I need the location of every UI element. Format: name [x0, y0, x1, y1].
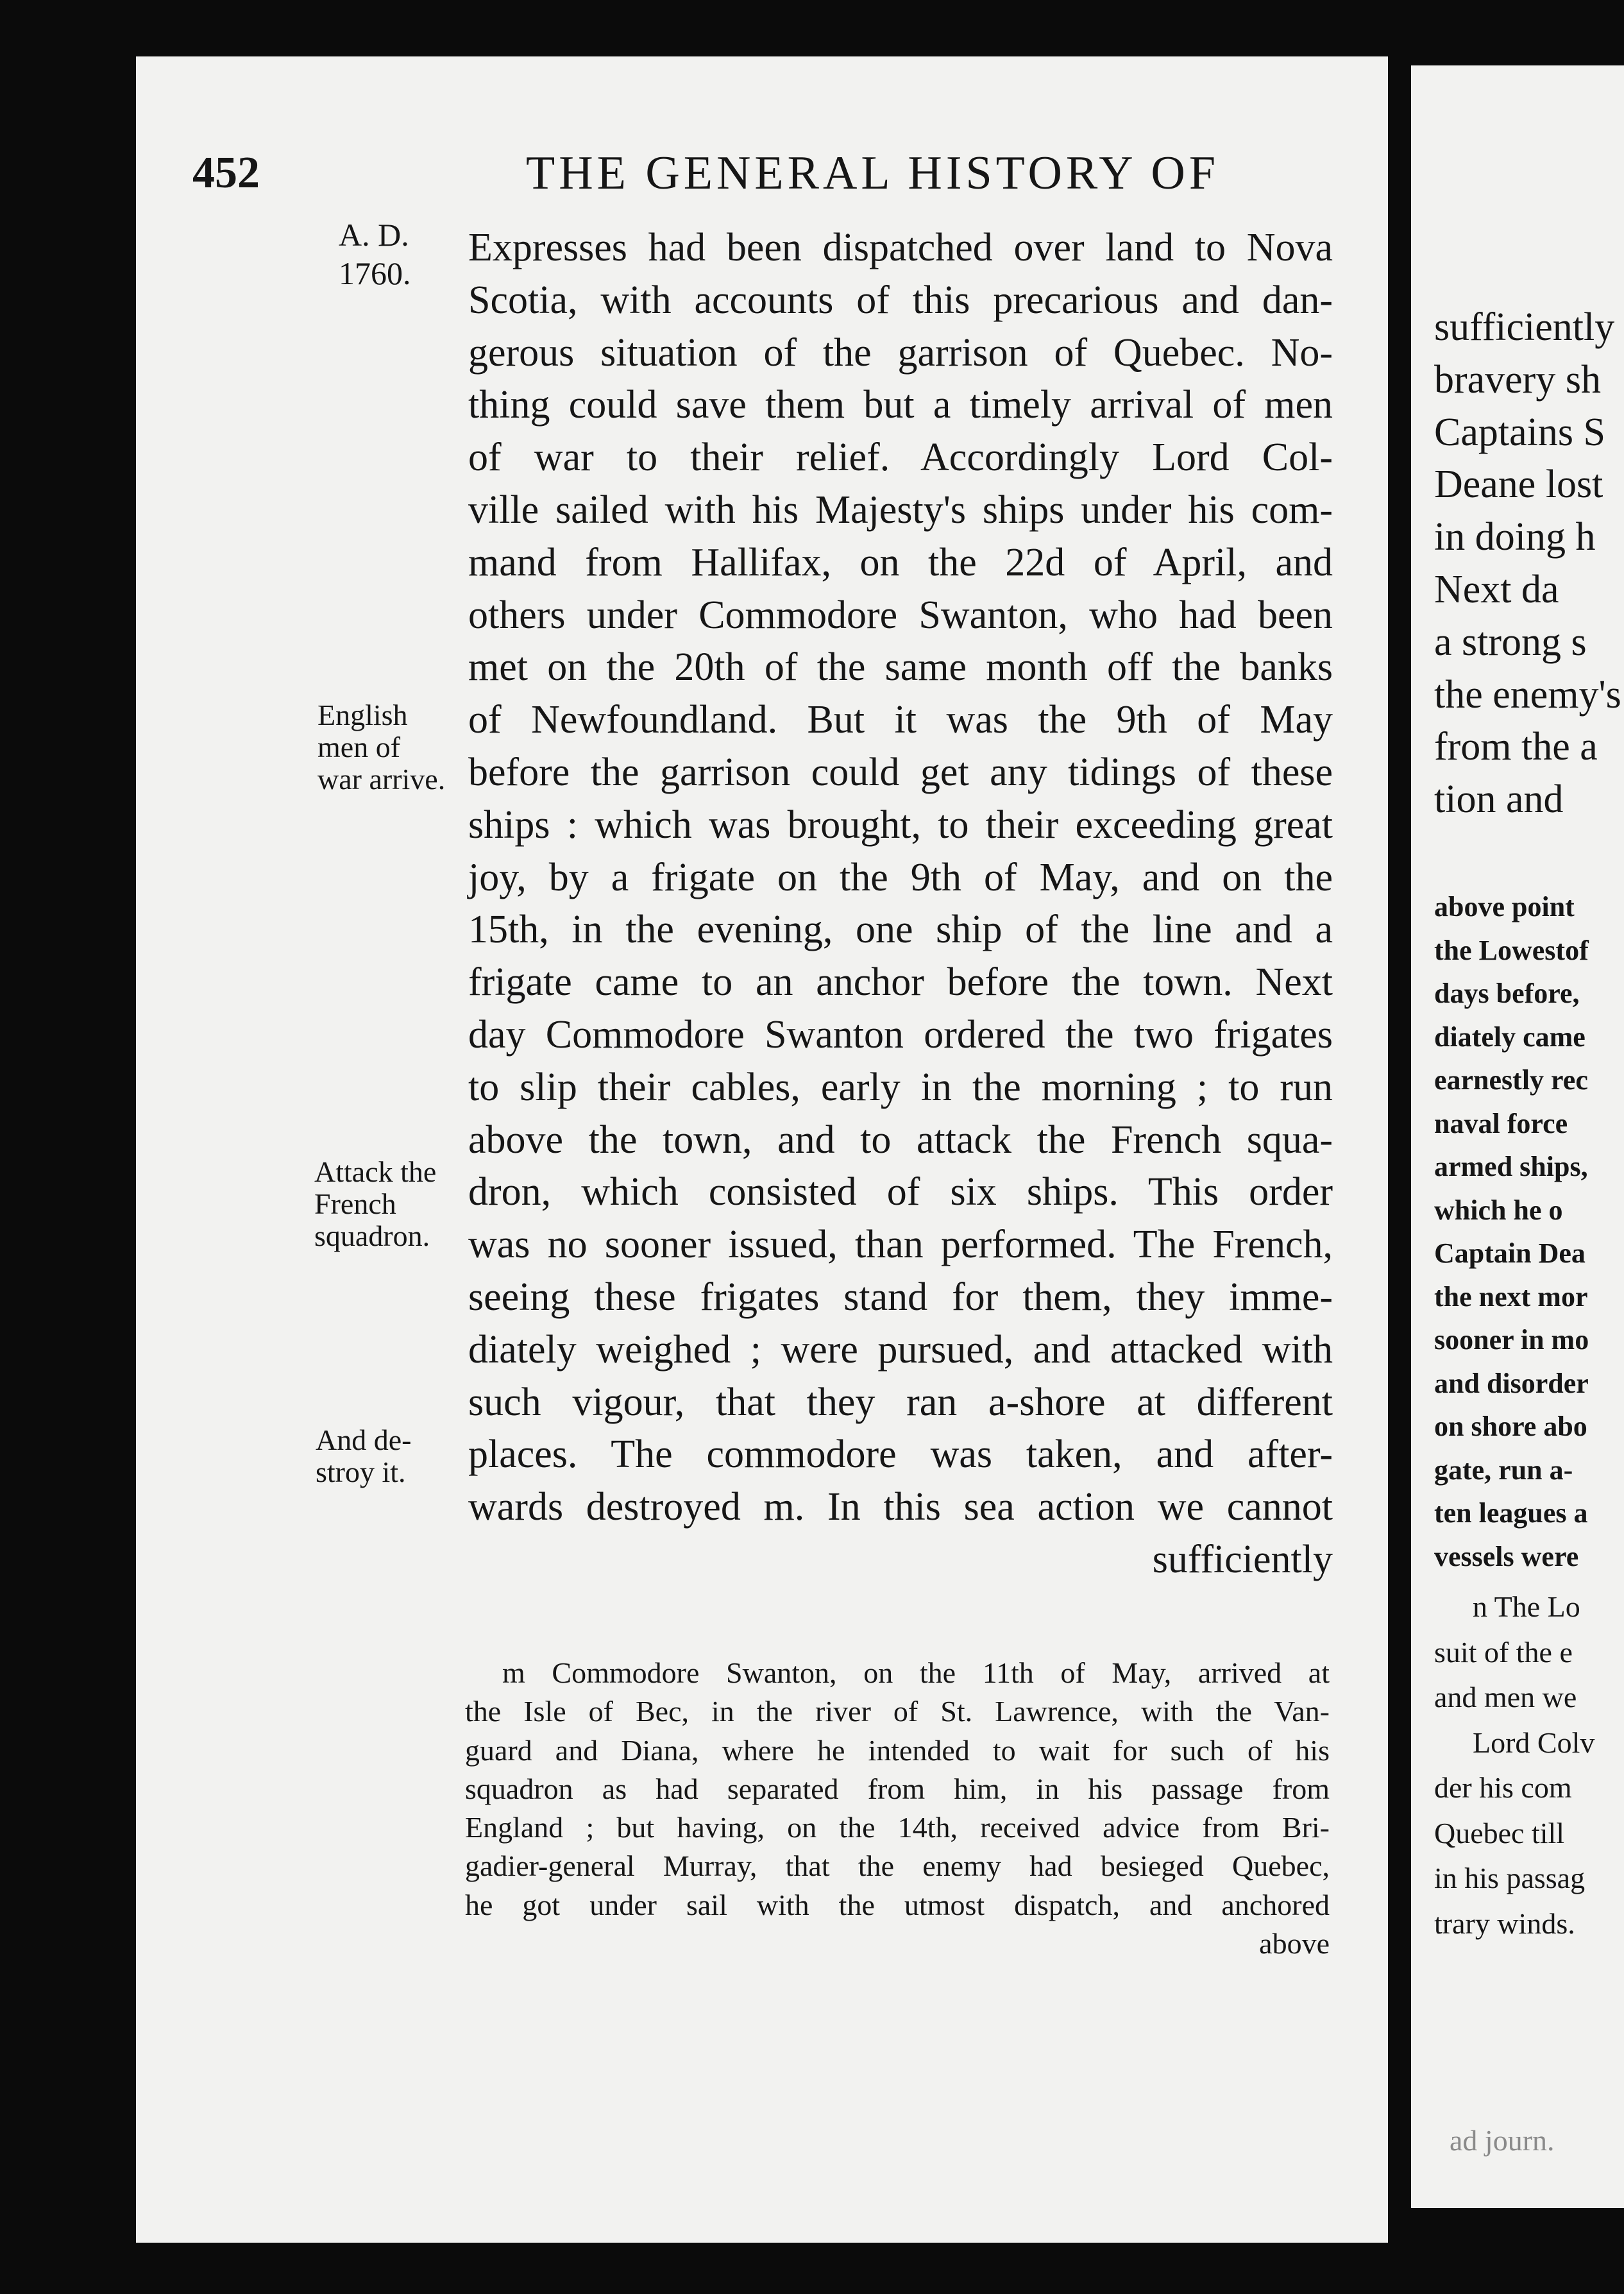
text-line: n The Lo: [1473, 1590, 1580, 1623]
margin-note-line: 1760.: [339, 255, 411, 291]
text-line: frigate came to an anchor before the town. Next: [468, 960, 1333, 1005]
footnote-block: [465, 1654, 1330, 1963]
footnote-line: squadron as had separated from him, in his passage from: [465, 1772, 1330, 1805]
text-line: a strong s: [1434, 620, 1587, 664]
text-line: sufficiently: [1434, 305, 1615, 349]
text-line: above the town, and to attack the French squa-: [468, 1117, 1333, 1162]
right-page-small-text: [1434, 885, 1624, 1578]
right-page-catchword: ad journ.: [1450, 2124, 1555, 2157]
text-line: 15th, in the evening, one ship of the line and a: [468, 908, 1333, 952]
text-line: above point: [1434, 891, 1575, 922]
main-text-block: [468, 222, 1333, 1586]
text-line: day Commodore Swanton ordered the two frigates: [468, 1012, 1333, 1057]
text-line: wards destroyed m. In this sea action we cannot: [468, 1485, 1333, 1529]
running-head: THE GENERAL HISTORY OF: [526, 147, 1219, 200]
text-line: naval force: [1434, 1107, 1568, 1139]
footnote-catchword: above: [1259, 1927, 1330, 1960]
right-page-text: [1434, 302, 1624, 826]
margin-note-line: And de-: [316, 1423, 412, 1456]
margin-note-line: French: [314, 1187, 396, 1220]
margin-note-line: men of: [317, 731, 401, 763]
footnote-line: gadier-general Murray, that the enemy had besieged Quebec,: [465, 1849, 1330, 1883]
text-line: in his passag: [1434, 1862, 1586, 1894]
footnote-line: he got under sail with the utmost dispatch, and anchored: [465, 1888, 1330, 1921]
footnote-line: England ; but having, on the 14th, received advice from Bri-: [465, 1811, 1330, 1844]
margin-note-date: [339, 216, 411, 293]
text-line: in doing h: [1434, 515, 1596, 559]
text-line: was no sooner issued, than performed. The French,: [468, 1223, 1333, 1267]
text-line: such vigour, that they ran a-shore at different: [468, 1380, 1333, 1424]
margin-note-line: Attack the: [314, 1155, 437, 1188]
text-line: vessels were: [1434, 1540, 1579, 1572]
margin-note-line: A. D.: [339, 217, 409, 253]
text-line: of war to their relief. Accordingly Lord Col-: [468, 436, 1333, 480]
text-line: which he o: [1434, 1194, 1563, 1226]
text-line: tion and: [1434, 777, 1564, 822]
footnote-line: m Commodore Swanton, on the 11th of May, arrived at: [502, 1656, 1330, 1689]
text-line: and men we: [1434, 1681, 1577, 1713]
footnote-line: guard and Diana, where he intended to wait for such of his: [465, 1733, 1330, 1767]
text-line: ville sailed with his Majesty's ships under his com-: [468, 488, 1333, 532]
text-line: to slip their cables, early in the morning ; to run: [468, 1065, 1333, 1109]
margin-note-attack-squadron: [314, 1156, 436, 1252]
footnote-line: the Isle of Bec, in the river of St. Lawrence, with the Van-: [465, 1695, 1330, 1728]
text-line: the next mor: [1434, 1280, 1588, 1313]
right-page-footnote: [1434, 1585, 1624, 1946]
text-line: Captain Dea: [1434, 1237, 1586, 1269]
margin-note-line: English: [317, 699, 408, 731]
text-line: gerous situation of the garrison of Quebec. No-: [468, 330, 1333, 375]
text-line: seeing these frigates stand for them, they imme-: [468, 1275, 1333, 1319]
text-line: der his com: [1434, 1771, 1572, 1804]
text-line: Lord Colv: [1473, 1726, 1595, 1759]
text-line: Next da: [1434, 567, 1559, 611]
text-line: diately weighed ; were pursued, and attacked with: [468, 1327, 1333, 1372]
text-line: gate, run a-: [1434, 1454, 1573, 1486]
text-line: bravery sh: [1434, 357, 1601, 402]
text-line: diately came: [1434, 1021, 1586, 1053]
text-line: trary winds.: [1434, 1907, 1575, 1940]
margin-note-line: war arrive.: [317, 763, 446, 795]
text-line: Expresses had been dispatched over land to Nova: [468, 226, 1333, 269]
text-line: dron, which consisted of six ships. This order: [468, 1170, 1333, 1214]
text-line: mand from Hallifax, on the 22d of April, and: [468, 540, 1333, 584]
margin-note-line: squadron.: [314, 1219, 430, 1252]
text-line: earnestly rec: [1434, 1064, 1588, 1096]
text-line: and disorder: [1434, 1367, 1589, 1399]
text-line: Quebec till: [1434, 1816, 1565, 1849]
text-line: the enemy's: [1434, 672, 1621, 717]
text-line: ten leagues a: [1434, 1497, 1588, 1529]
text-line: of Newfoundland. But it was the 9th of May: [468, 698, 1333, 742]
text-line: others under Commodore Swanton, who had been: [468, 593, 1333, 637]
text-line: Scotia, with accounts of this precarious and dan-: [468, 278, 1333, 322]
text-line: from the a: [1434, 725, 1598, 769]
page-number: 452: [192, 148, 260, 198]
text-line: suit of the e: [1434, 1635, 1573, 1669]
text-line: Deane lost: [1434, 463, 1603, 507]
margin-note-destroy: [316, 1424, 411, 1488]
text-line: sooner in mo: [1434, 1324, 1589, 1355]
text-line: days before,: [1434, 978, 1580, 1009]
text-line: before the garrison could get any tidings of these: [468, 750, 1333, 794]
text-line: on shore abo: [1434, 1411, 1587, 1442]
catchword: sufficiently: [1152, 1537, 1333, 1581]
text-line: joy, by a frigate on the 9th of May, and on the: [468, 855, 1333, 899]
text-line: ships : which was brought, to their exceeding great: [468, 803, 1333, 847]
margin-note-line: stroy it.: [316, 1456, 406, 1488]
margin-note-english-arrive: [317, 699, 445, 795]
text-line: armed ships,: [1434, 1151, 1588, 1182]
text-line: Captains S: [1434, 410, 1605, 454]
text-line: places. The commodore was taken, and after-: [468, 1432, 1333, 1477]
text-line: the Lowestof: [1434, 934, 1589, 966]
text-line: thing could save them but a timely arrival of men: [468, 383, 1333, 427]
text-line: met on the 20th of the same month off the banks: [468, 645, 1333, 690]
